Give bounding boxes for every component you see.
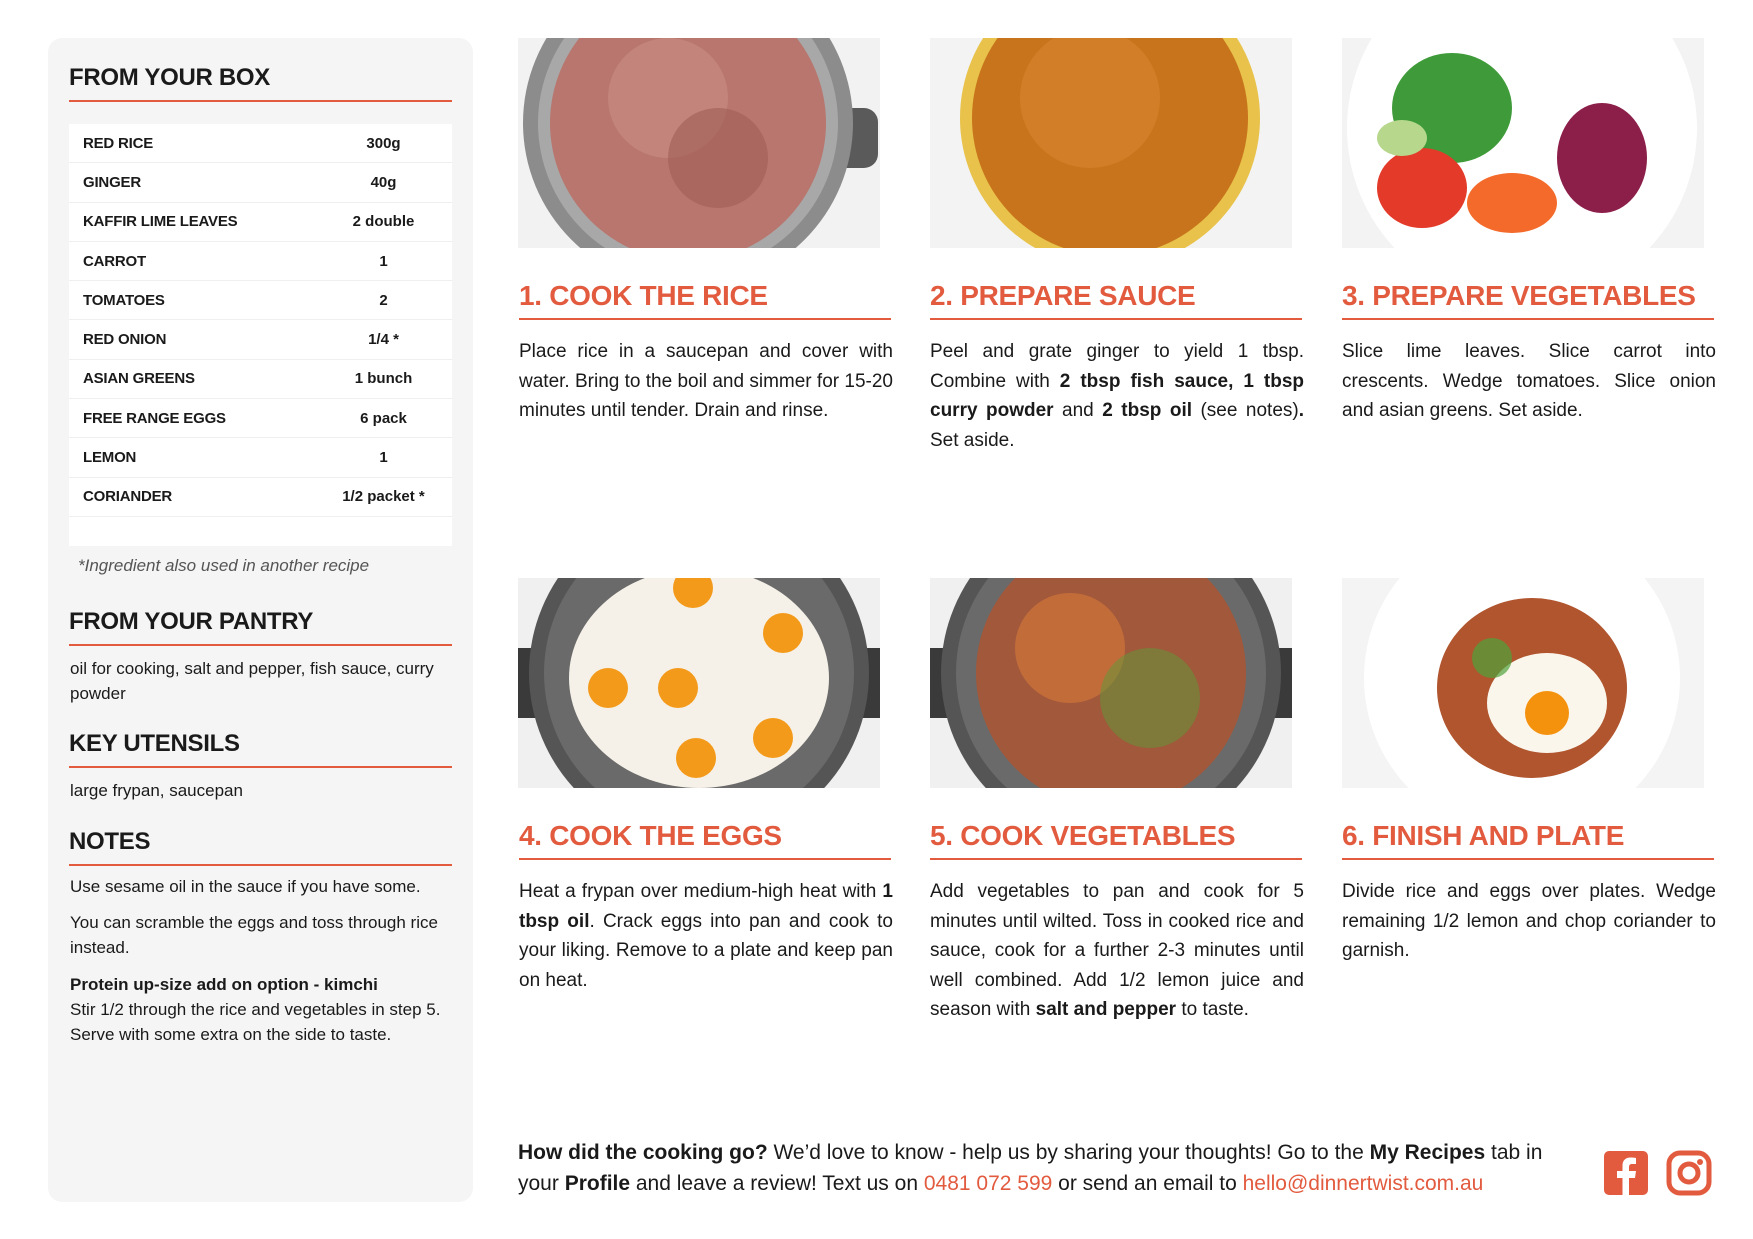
step-4-title: 4. COOK THE EGGS [519,820,891,860]
ingredient-name: RED ONION [83,331,167,349]
step-text: Peel and grate ginger to yield 1 tbsp. Combine with [930,341,1304,392]
ingredient-row [69,163,452,202]
footer-question: How did the cooking go? [518,1141,768,1164]
step-6-body [1342,877,1716,966]
bold-text: . [1298,400,1304,421]
ingredient-row [69,124,452,163]
ingredient-qty: 1 bunch [354,370,413,388]
notes-title: NOTES [69,828,452,866]
step-text: to taste. [1176,999,1249,1020]
protein-title: Protein up-size add on option - kimchi [70,975,378,994]
step-1-body [519,337,893,426]
step-text: . Crack eggs into pan and cook to your liking. Remove to a plate and keep pan on heat. [519,910,893,991]
step-2-image [930,38,1292,248]
ingredient-qty: 1 [379,449,388,467]
my-recipes-link[interactable]: My Recipes [1369,1141,1486,1164]
bold-text: 2 tbsp fish sauce, 1 tbsp curry powder [930,370,1304,421]
step-2-title: 2. PREPARE SAUCE [930,280,1302,320]
ingredient-name: ASIAN GREENS [83,370,195,388]
step-1-title: 1. COOK THE RICE [519,280,891,320]
step-5-image [930,578,1292,788]
footer-text-1: We’d love to know - help us by sharing your thoughts! Go to the [767,1141,1370,1164]
ingredient-row [69,478,452,517]
step-3-body [1342,337,1716,426]
utensils-title: KEY UTENSILS [69,730,452,768]
ingredient-row [69,360,452,399]
ingredient-row [69,242,452,281]
ingredient-name: FREE RANGE EGGS [83,409,226,427]
instagram-icon[interactable] [1666,1150,1712,1196]
step-text: Divide rice and eggs over plates. Wedge remaining 1/2 lemon and chop coriander to garnish. [1342,881,1716,961]
ingredient-qty: 1/2 packet * [342,488,425,506]
ingredient-qty: 1/4 * [368,331,399,349]
ingredient-name: CORIANDER [83,488,173,506]
step-text: (see notes) [1192,400,1299,421]
footer-text-4: or send an email to [1052,1172,1243,1195]
step-3-image [1342,38,1704,248]
email-link[interactable]: hello@dinnertwist.com.au [1242,1172,1484,1195]
footer-text-2: tab in your [518,1141,1543,1195]
pantry-text: oil for cooking, salt and pepper, fish sauce, curry powder [70,659,434,703]
step-6-image [1342,578,1704,788]
bold-text: 1 tbsp oil [519,881,893,932]
ingredient-name: LEMON [83,449,137,467]
profile-link[interactable]: Profile [564,1172,631,1195]
step-text: Slice lime leaves. Slice carrot into crescents. Wedge tomatoes. Slice onion and asian greens. Set aside. [1342,341,1716,421]
step-3-title: 3. PREPARE VEGETABLES [1342,280,1714,320]
ingredient-name: TOMATOES [83,291,165,309]
ingredient-qty: 40g [370,173,397,191]
sidebar [48,38,473,1202]
step-5-title: 5. COOK VEGETABLES [930,820,1302,860]
ingredient-row [69,438,452,477]
pantry-title: FROM YOUR PANTRY [69,608,452,646]
ingredients-table [69,124,452,546]
ingredient-name: GINGER [83,173,141,191]
ingredient-name: RED RICE [83,134,154,152]
ingredient-qty: 2 double [352,213,415,231]
utensils-text: large frypan, saucepan [70,781,243,800]
step-6-title: 6. FINISH AND PLATE [1342,820,1714,860]
step-5-body [930,877,1304,1025]
ingredient-row [69,320,452,359]
note-2: You can scramble the eggs and toss through rice instead. [70,913,438,957]
step-4-image [518,578,880,788]
ingredient-qty: 6 pack [360,409,407,427]
ingredient-row [69,203,452,242]
ingredient-name: KAFFIR LIME LEAVES [83,213,238,231]
feedback-footer [518,1137,1573,1199]
protein-text: Stir 1/2 through the rice and vegetables in step 5. Serve with some extra on the side to taste. [70,1000,441,1044]
footer-text-3: and leave a review! Text us on [630,1172,924,1195]
bold-text: salt and pepper [1035,999,1177,1020]
step-text: Heat a frypan over medium-high heat with [519,881,883,902]
step-1-image [518,38,880,248]
from-your-box-title: FROM YOUR BOX [69,64,452,102]
phone-link[interactable]: 0481 072 599 [923,1172,1053,1195]
ingredient-row [69,281,452,320]
step-text: Place rice in a saucepan and cover with water. Bring to the boil and simmer for 15-20 minutes until tender. Drain and rinse. [519,341,893,421]
step-4-body [519,877,893,995]
ingredient-qty: 1 [379,252,388,270]
ingredient-qty: 300g [366,134,401,152]
note-1: Use sesame oil in the sauce if you have some. [70,877,421,896]
ingredient-qty: 2 [379,291,388,309]
step-text: Add vegetables to pan and cook for 5 minutes until wilted. Toss in cooked rice and sauce, cook for a further 2-3 minutes until well combined. Add 1/2 lemon juice and season with [930,881,1304,1020]
step-2-body [930,337,1304,455]
step-text: and [1053,400,1103,421]
facebook-icon[interactable] [1603,1150,1649,1196]
ingredient-row [69,399,452,438]
ingredient-name: CARROT [83,252,146,270]
ingredient-footnote: *Ingredient also used in another recipe [78,556,370,575]
step-text: Set aside. [930,429,1015,451]
bold-text: 2 tbsp oil [1102,400,1192,421]
